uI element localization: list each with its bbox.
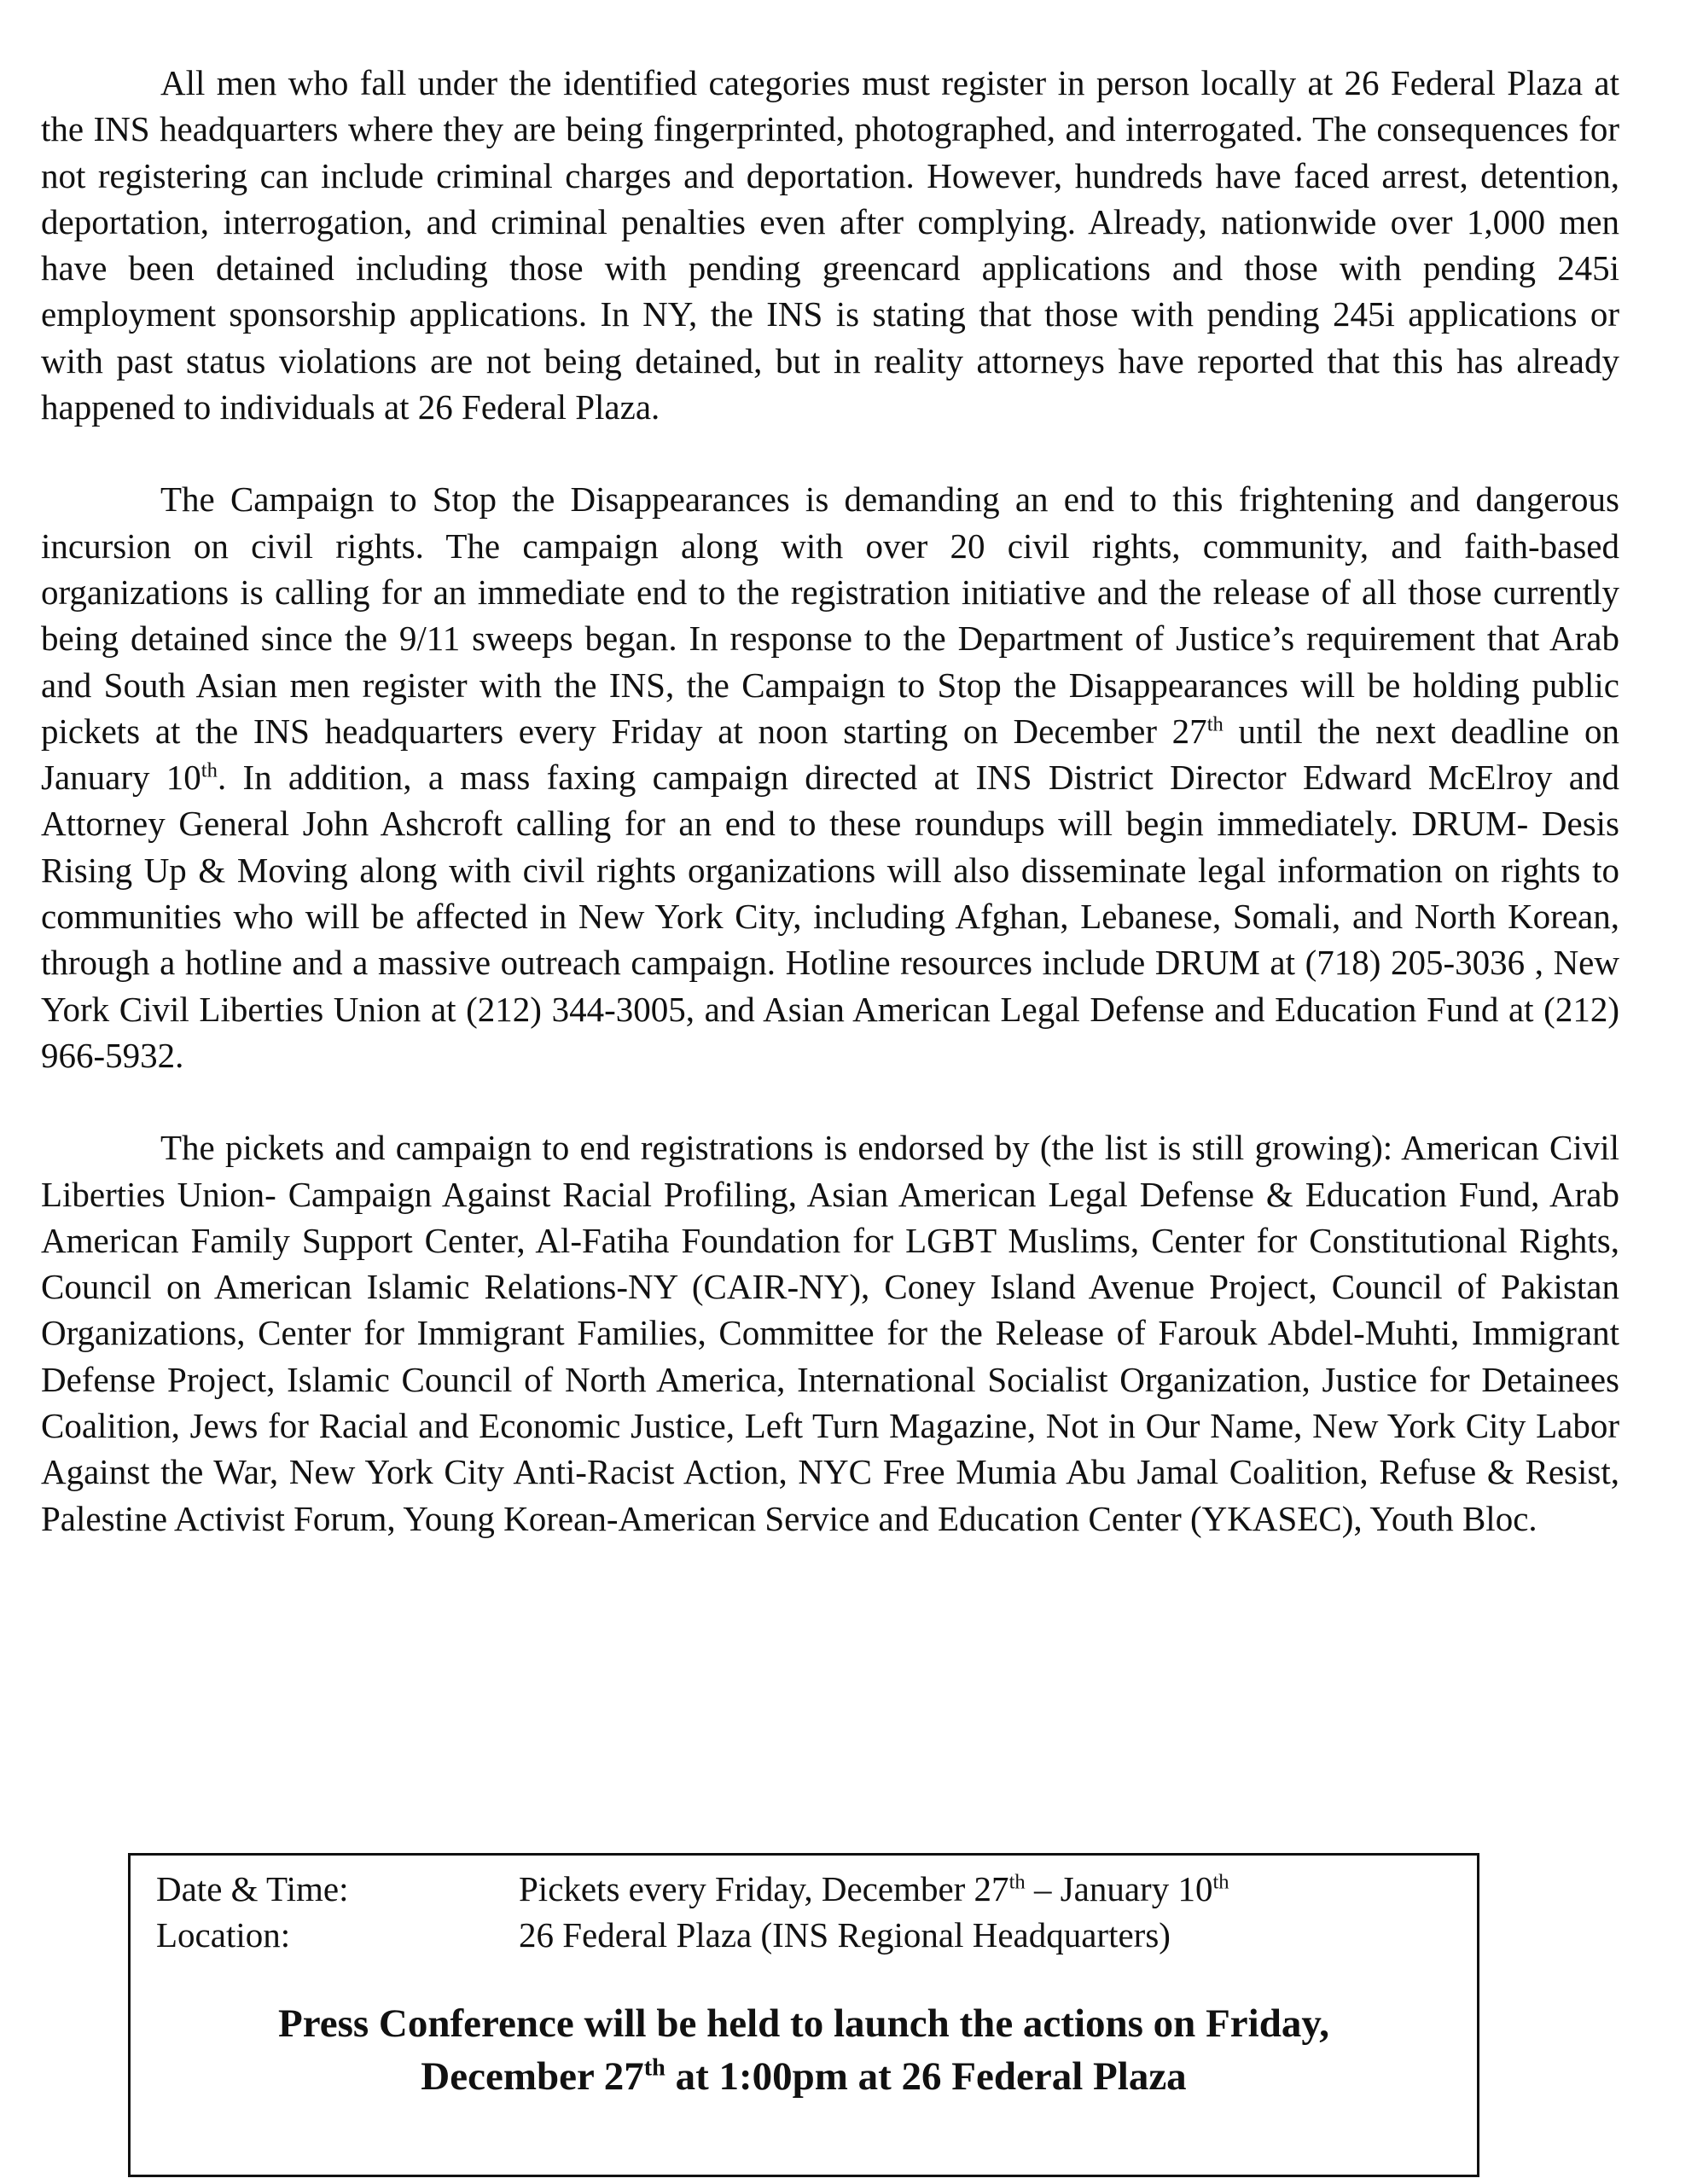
date-time-label: Date & Time:: [156, 1869, 349, 1908]
date-time-value-text-1: Pickets every Friday, December 27: [519, 1869, 1009, 1908]
event-info-box: [128, 1853, 1479, 2177]
press-conference-line-2: [131, 2050, 1477, 2103]
superscript-th: th: [643, 2054, 666, 2082]
date-time-row: [156, 1866, 1229, 1912]
date-time-value: [519, 1866, 1229, 1912]
location-label: Location:: [156, 1915, 291, 1955]
press-conference-line-1: Press Conference will be held to launch the actions on Friday,: [277, 2001, 1329, 2046]
press-conference-date: December 27: [421, 2054, 644, 2099]
press-conference-notice: [131, 1997, 1477, 2103]
location-row: [156, 1912, 1171, 1958]
press-conference-time-place: at 1:00pm at 26 Federal Plaza: [665, 2054, 1187, 2099]
date-time-value-text-2: – January 10: [1025, 1869, 1213, 1908]
superscript-th: th: [1212, 1870, 1229, 1894]
superscript-th: th: [1206, 712, 1223, 736]
paragraph-campaign-text-1: The Campaign to Stop the Disappearances is demanding an end to this frightening and dangerous incursion on civil rights. The campaign along with over 20 civil rights, community, and faith-based organizations is calling for an immediate end to the registration initiative and the release of all those currently being detained since the 9/11 sweeps began. In response to the Department of Justice’s requirement that Arab and South Asian men register with the INS, the Campaign to Stop the Disappearances will be holding public pickets at the INS headquarters every Friday at noon starting on December 27: [41, 479, 1619, 751]
paragraph-endorsements: The pickets and campaign to end registrations is endorsed by (the list is still growing): American Civil Liberties Union- Campaign Against Racial Profiling, Asian American Legal Defense & Education Fund, Arab American Family Support Center, Al-Fatiha Foundation for LGBT Muslims, Center for Constitutional Rights, Council on American Islamic Relations-NY (CAIR-NY), Coney Island Avenue Project, Council of Pakistan Organizations, Center for Immigrant Families, Committee for the Release of Farouk Abdel-Muhti, Immigrant Defense Project, Islamic Council of North America, International Socialist Organization, Justice for Detainees Coalition, Jews for Racial and Economic Justice, Left Turn Magazine, Not in Our Name, New York City Labor Against the War, New York City Anti-Racist Action, NYC Free Mumia Abu Jamal Coalition, Refuse & Resist, Palestine Activist Forum, Young Korean-American Service and Education Center (YKASEC), Youth Bloc.: [41, 1128, 1619, 1538]
paragraph-campaign-text-3: . In addition, a mass faxing campaign directed at INS District Director Edward McElroy and Attorney General John Ashcroft calling for an end to these roundups will begin immediately. DRUM- Desis Rising Up & Moving along with civil rights organizations will also disseminate legal information on rights to communities who will be affected in New York City, including Afghan, Lebanese, Somali, and North Korean, through a hotline and a massive outreach campaign. Hotline resources include DRUM at (718) 205-3036 , New York Civil Liberties Union at (212) 344-3005, and Asian American Legal Defense and Education Fund at (212) 966-5932.: [41, 758, 1619, 1075]
paragraph-registration-requirements: All men who fall under the identified categories must register in person locally at 26 Federal Plaza at the INS headquarters where they are being fingerprinted, photographed, and interrogated. The consequences for not registering can include criminal charges and deportation. However, hundreds have faced arrest, detention, deportation, interrogation, and criminal penalties even after complying. Already, nationwide over 1,000 men have been detained including those with pending greencard applications and those with pending 245i employment sponsorship applications. In NY, the INS is stating that those with pending 245i applications or with past status violations are not being detained, but in reality attorneys have reported that this has already happened to individuals at 26 Federal Plaza.: [41, 63, 1619, 427]
paragraph-campaign-text-2: until the next deadline on January 10: [41, 711, 1619, 798]
superscript-th: th: [201, 758, 218, 782]
location-value: 26 Federal Plaza (INS Regional Headquarters): [519, 1915, 1171, 1955]
superscript-th: th: [1008, 1870, 1026, 1894]
paragraph-campaign-demands: [41, 476, 1619, 1078]
document-body: [41, 60, 1619, 1542]
